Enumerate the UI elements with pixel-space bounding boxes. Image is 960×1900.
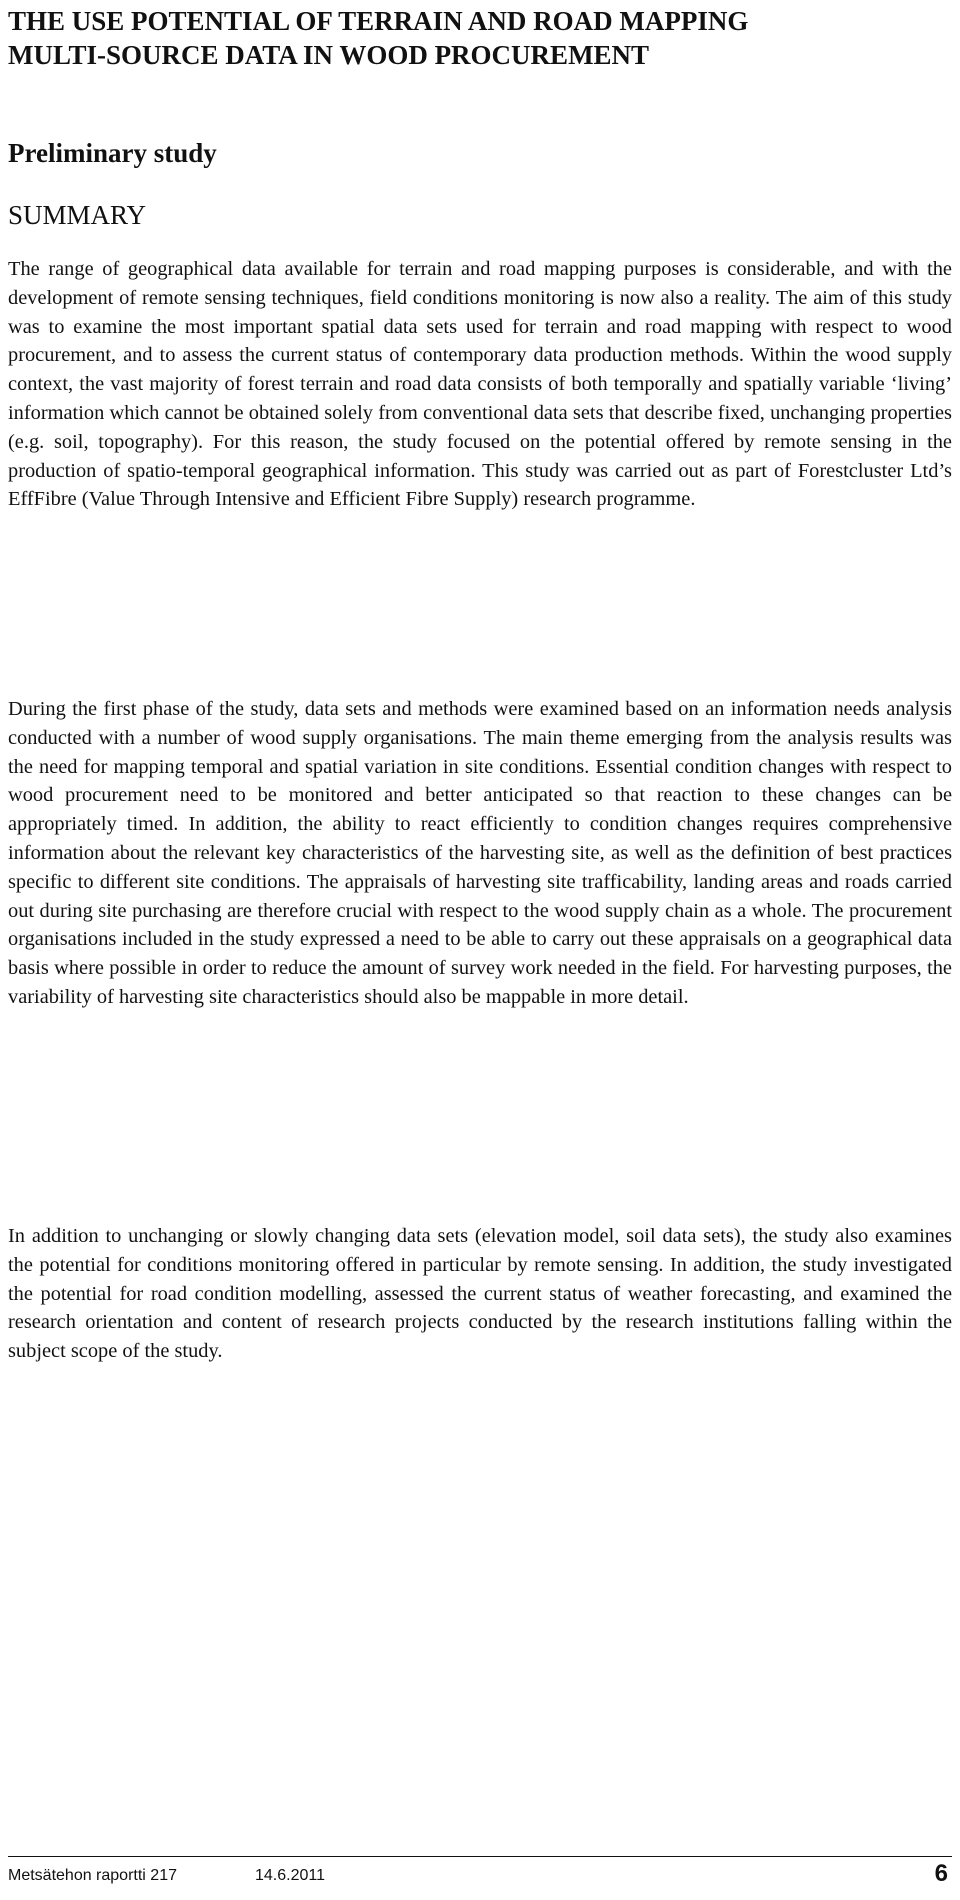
summary-heading: SUMMARY: [8, 200, 147, 230]
summary-paragraph-2: During the first phase of the study, data sets and methods were examined based on an information needs analysis conducted with a number of wood supply organisations. The main theme emerging from the analysis results was the need for mapping temporal and spatial variation in site conditions. Essential condition changes with respect to wood procurement need to be monitored and better anticipated so that reaction to these changes can be appropriately timed. In addition, the ability to react efficiently to condition changes requires comprehensive information about the relevant key characteristics of the harvesting site, as well as the definition of best practices specific to different site conditions. The appraisals of harvesting site trafficability, landing areas and roads carried out during site purchasing are therefore crucial with respect to the wood supply chain as a whole. The procurement organisations included in the study expressed a need to be able to carry out these appraisals on a geographical data basis where possible in order to reduce the amount of survey work needed in the field. For harvesting purposes, the variability of harvesting site characteristics should also be mappable in more detail.: [8, 698, 952, 1008]
document-title: THE USE POTENTIAL OF TERRAIN AND ROAD MAPPING MULTI-SOURCE DATA IN WOOD PROCUREMENT: [8, 6, 749, 70]
footer-publication: Metsätehon raportti 217: [8, 1867, 177, 1884]
page-number: 6: [934, 1860, 948, 1887]
document-subtitle: Preliminary study: [8, 138, 217, 168]
summary-paragraph-1: The range of geographical data available for terrain and road mapping purposes is considerable, and with the development of remote sensing techniques, field conditions monitoring is now also a reality. The aim of this study was to examine the most important spatial data sets used for terrain and road mapping with respect to wood procurement, and to assess the current status of contemporary data production methods. Within the wood supply context, the vast majority of forest terrain and road data consists of both temporally and spatially variable ‘living’ information which cannot be obtained solely from conventional data sets that describe fixed, unchanging properties (e.g. soil, topography). For this reason, the study focused on the potential offered by remote sensing in the production of spatio-temporal geographical information. This study was carried out as part of Forestcluster Ltd’s EffFibre (Value Through Intensive and Efficient Fibre Supply) research programme.: [8, 258, 952, 511]
footer-divider: [8, 1856, 952, 1857]
page-footer: [8, 1856, 952, 1892]
document-page: [8, 0, 952, 1900]
summary-paragraph-3: In addition to unchanging or slowly changing data sets (elevation model, soil data sets), the study also examines the potential for conditions monitoring offered in particular by remote sensing. In addition, the study investigated the potential for road condition modelling, assessed the current status of weather forecasting, and examined the research orientation and content of research projects conducted by the research institutions falling within the subject scope of the study.: [8, 1225, 952, 1363]
footer-date: 14.6.2011: [255, 1867, 325, 1884]
